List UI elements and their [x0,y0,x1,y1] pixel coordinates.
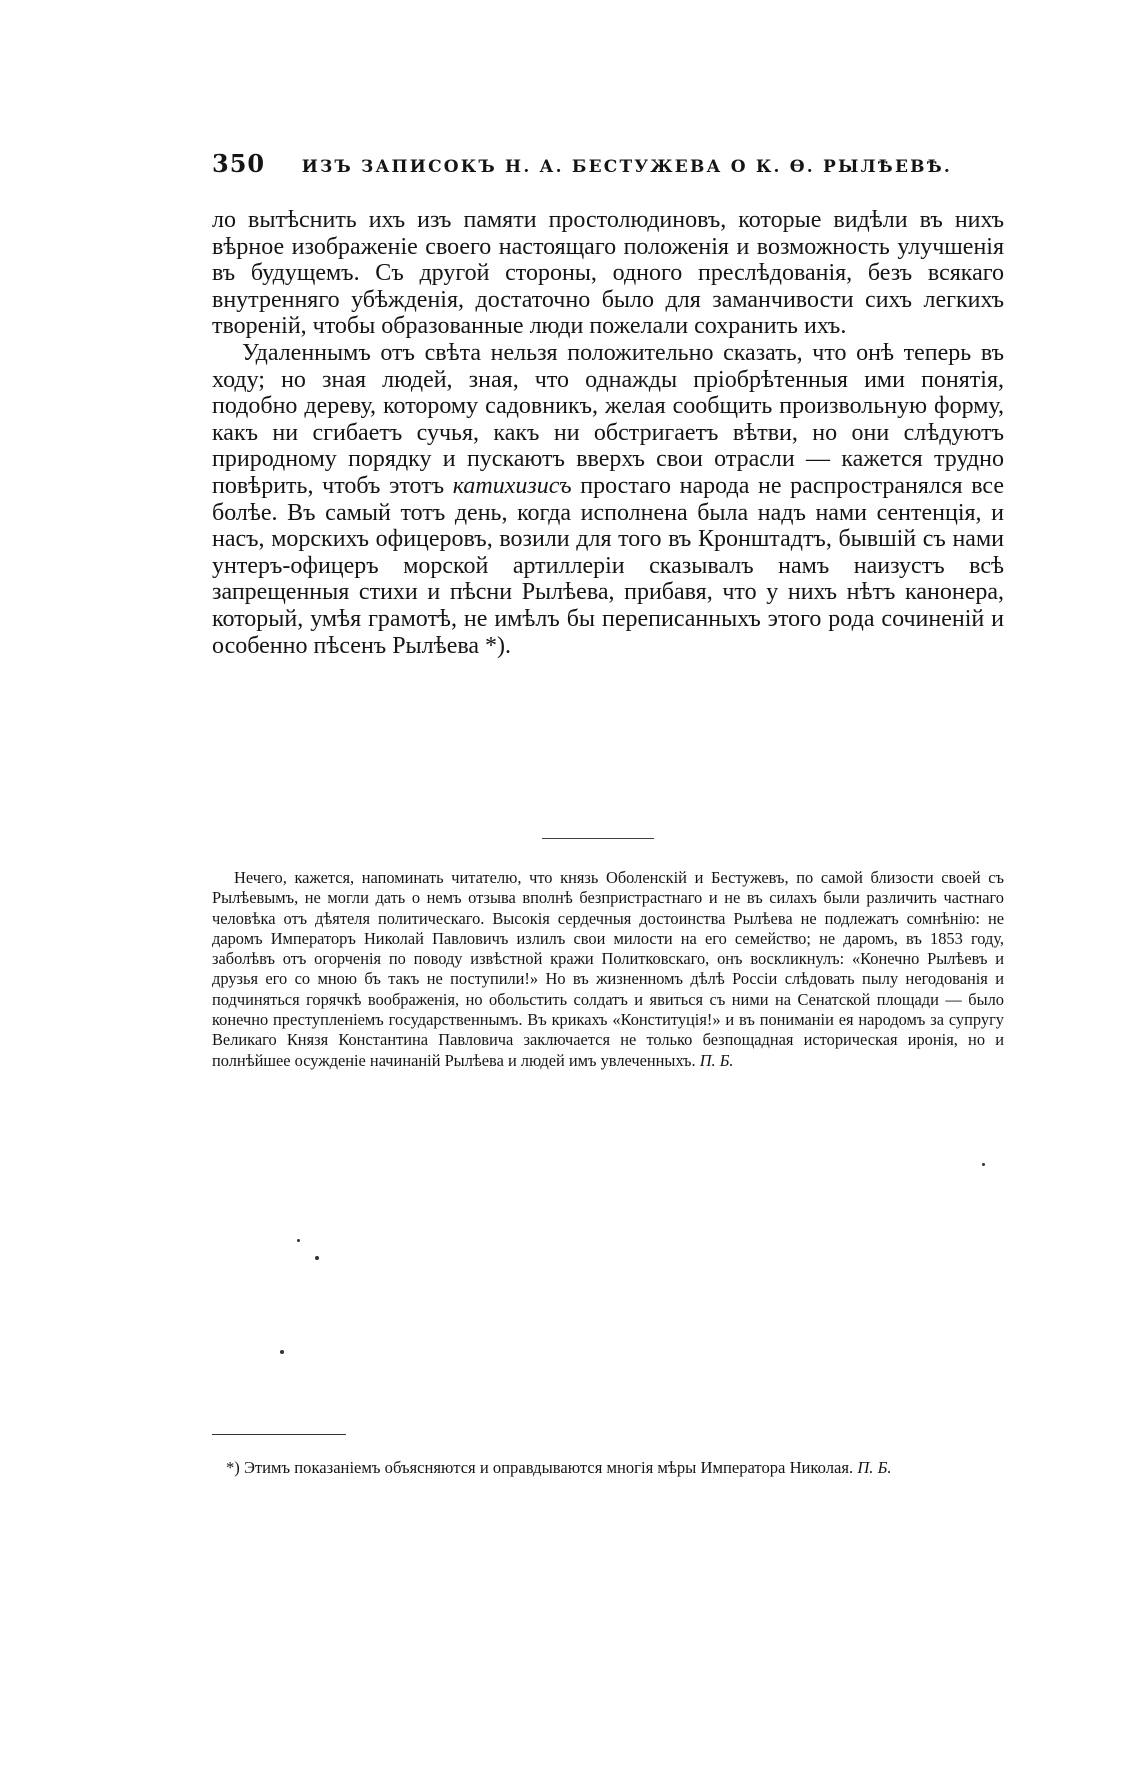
page-header [212,149,952,183]
scan-speck [315,1256,319,1260]
paragraph-continuation: ло вытѣснить ихъ изъ памяти простолюдиновъ, которые видѣли въ нихъ вѣрное изображеніе своего настоящаго положенія и возможность улучшенія въ будущемъ. Съ другой стороны, одного преслѣдованія, безъ всякаго внутренняго убѣжденія, достаточно было для заманчивости сихъ легкихъ твореній, чтобы образованные люди пожелали сохранить ихъ. [212,207,1004,340]
paragraph-main [212,340,1004,659]
scan-speck [280,1350,284,1354]
footnote-signature: П. Б. [857,1458,892,1477]
scan-speck [297,1239,300,1242]
paragraph-text-part-1: Удаленнымъ отъ свѣта нельзя положительно сказать, что онѣ теперь въ ходу; но зная людей, зная, что однажды пріобрѣтенныя ими понятія, подобно дереву, которому садовникъ, желая сообщить произвольную форму, какъ ни сгибаетъ сучья, какъ ни обстригаетъ вѣтви, но они слѣдуютъ природному порядку и пускаютъ вверхъ свои отрасли — кажется трудно повѣрить, чтобъ этотъ [212,339,1004,499]
main-text [212,207,1004,659]
scan-speck [982,1163,985,1166]
editor-note-text: Нечего, кажется, напоминать читателю, что князь Оболенскій и Бестужевъ, по самой близости своей съ Рылѣевымъ, не могли дать о немъ отзыва вполнѣ безпристрастнаго и не въ силахъ были различить частнаго человѣка отъ дѣятеля политическаго. Высокія сердечныя достоинства Рылѣева не подлежатъ сомнѣнію: не даромъ Императоръ Николай Павловичъ излилъ свои милости на его семейство; не даромъ, въ 1853 году, заболѣвъ отъ огорченія по поводу извѣстной кражи Политковскаго, онъ воскликнулъ: «Конечно Рылѣевъ и друзья его со мною бъ такъ не поступили!» Но въ жизненномъ дѣлѣ Россіи слѣдовать пылу негодованія и подчиняться горячкѣ воображенія, но обольстить солдатъ и явиться съ ними на Сенатской площади — было конечно преступленіемъ государственнымъ. Въ крикахъ «Конституція!» и въ пониманіи ея народомъ за супругу Великаго Князя Константина Павловича заключается не только безпощадная историческая иронія, но и полнѣйшее осужденіе начинаній Рылѣева и людей имъ увлеченныхъ. [212,868,1004,1070]
footnote-text: *) Этимъ показаніемъ объясняются и оправдываются многія мѣры Императора Николая. [226,1458,854,1477]
editor-note [212,868,1004,1071]
running-head: ИЗЪ ЗАПИСОКЪ Н. А. БЕСТУЖЕВА О К. Ѳ. РЫЛѢЕВѢ. [301,157,952,177]
footnote-paragraph [212,1457,1004,1479]
editor-note-paragraph [212,868,1004,1071]
footnote [212,1457,1004,1479]
footnote-rule [212,1434,346,1435]
paragraph-text-part-2: простаго народа не распространялся все болѣе. Въ самый тотъ день, когда исполнена была надъ нами сентенція, и насъ, морскихъ офицеровъ, возили для того въ Кронштадтъ, бывшій съ нами унтеръ-офицеръ морской артиллеріи сказывалъ намъ наизустъ всѣ запрещенныя стихи и пѣсни Рылѣева, прибавя, что у нихъ нѣтъ канонера, который, умѣя грамотѣ, не имѣлъ бы переписанныхъ этого рода сочиненій и особенно пѣсенъ Рылѣева *). [212,472,1004,659]
editor-note-signature: П. Б. [699,1050,734,1070]
italic-term: катихизисъ [452,472,572,499]
section-separator [542,838,654,839]
page-number: 350 [212,149,266,178]
